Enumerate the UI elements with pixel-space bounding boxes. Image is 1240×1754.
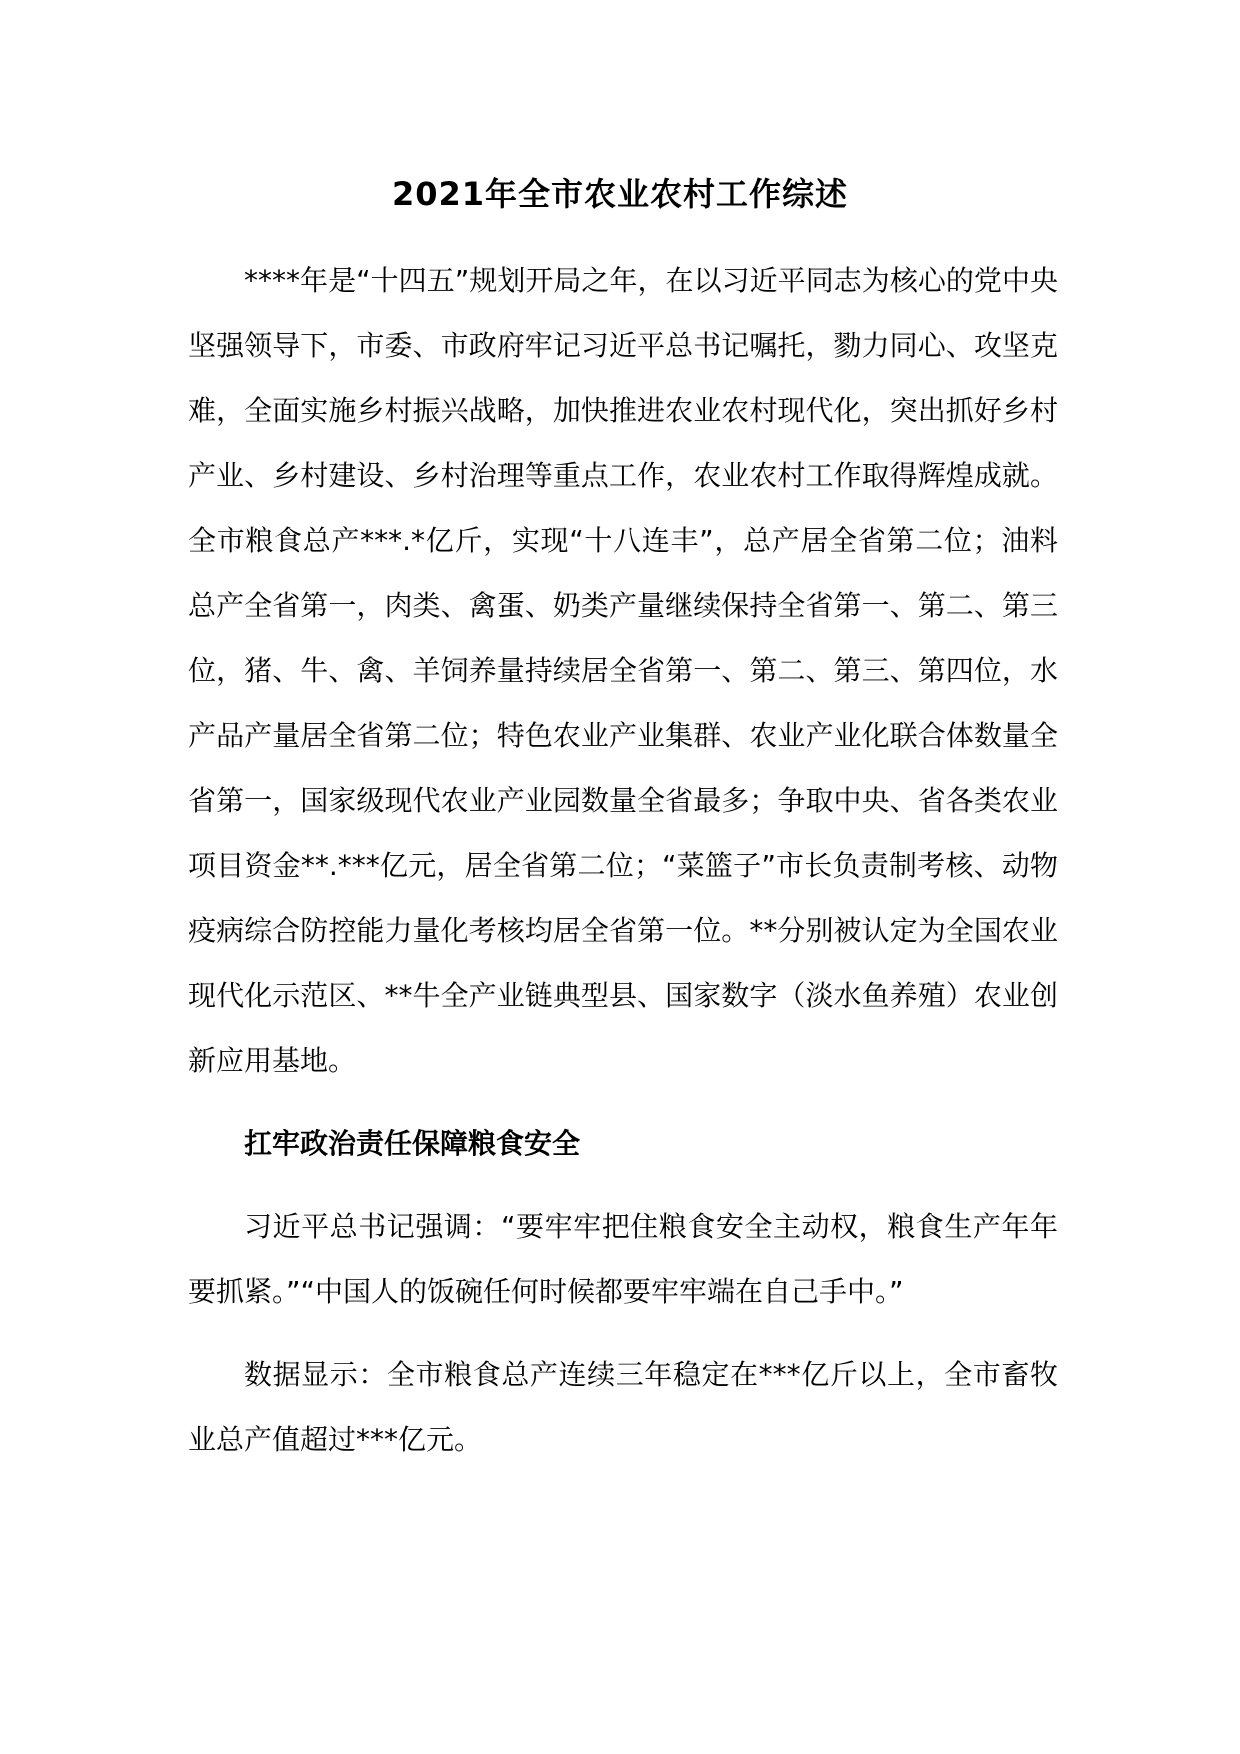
document-title: 2021年全市农业农村工作综述 (391, 175, 849, 213)
section-heading: 扛牢政治责任保障粮食安全 (244, 1127, 581, 1160)
data-paragraph: 数据显示：全市粮食总产连续三年稳定在***亿斤以上，全市畜牧业总产值超过***亿元。 (188, 1358, 1058, 1456)
quote-paragraph: 习近平总书记强调：“要牢牢把住粮食安全主动权，粮食生产年年要抓紧。”“中国人的饭碗任何时候都要牢牢端在自己手中。” (188, 1210, 1058, 1308)
intro-paragraph: ****年是“十四五”规划开局之年，在以习近平同志为核心的党中央坚强领导下，市委、市政府牢记习近平总书记嘱托，勠力同心、攻坚克难，全面实施乡村振兴战略，加快推进农业农村现代化，突出抓好乡村产业、乡村建设、乡村治理等重点工作，农业农村工作取得辉煌成就。全市粮食总产***.*亿斤，实现“十八连丰”，总产居全省第二位；油料总产全省第一，肉类、禽蛋、奶类产量继续保持全省第一、第二、第三位，猪、牛、禽、羊饲养量持续居全省第一、第二、第三、第四位，水产品产量居全省第二位；特色农业产业集群、农业产业化联合体数量全省第一，国家级现代农业产业园数量全省最多；争取中央、省各类农业项目资金**.***亿元，居全省第二位；“菜篮子”市长负责制考核、动物疫病综合防控能力量化考核均居全省第一位。**分别被认定为全国农业现代化示范区、**牛全产业链典型县、国家数字（淡水鱼养殖）农业创新应用基地。 (188, 264, 1058, 1077)
document-body (188, 248, 1058, 1472)
